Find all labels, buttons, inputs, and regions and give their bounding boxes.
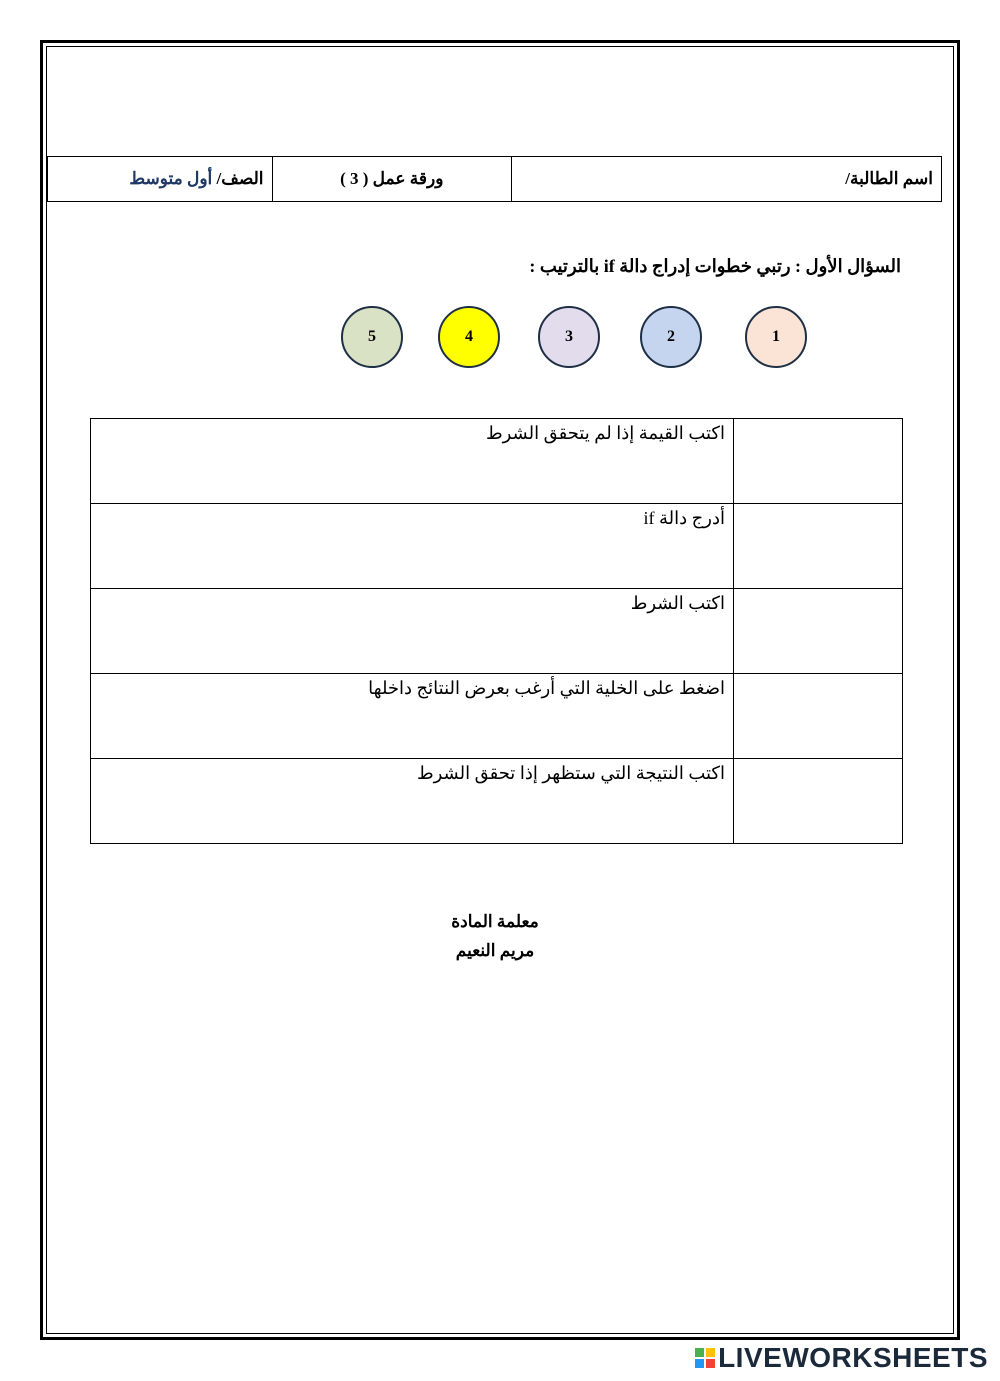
logo-square — [706, 1359, 715, 1368]
teacher-title: معلمة المادة — [451, 912, 539, 931]
question-text: السؤال الأول : رتبي خطوات إدراج دالة if بالترتيب : — [529, 256, 901, 276]
worksheet-title: ورقة عمل ( 3 ) — [272, 157, 512, 202]
student-name-label: اسم الطالبة/ — [845, 169, 933, 188]
header-table — [47, 156, 942, 202]
class-label: الصف/ — [216, 169, 264, 188]
step-text: أدرج دالة if — [91, 504, 734, 589]
order-circle-3[interactable]: 3 — [538, 306, 600, 368]
steps-table — [90, 418, 903, 844]
step-text: اكتب القيمة إذا لم يتحقق الشرط — [91, 419, 734, 504]
teacher-name: مريم النعيم — [455, 941, 535, 960]
step-row — [91, 589, 903, 674]
order-circle-4[interactable]: 4 — [438, 306, 500, 368]
order-circle-5[interactable]: 5 — [341, 306, 403, 368]
class-cell — [48, 157, 273, 202]
step-answer-cell[interactable] — [734, 419, 903, 504]
step-answer-cell[interactable] — [734, 674, 903, 759]
liveworksheets-logo-icon — [695, 1348, 715, 1368]
student-name-field[interactable] — [512, 157, 942, 202]
step-text: اكتب الشرط — [91, 589, 734, 674]
logo-square — [695, 1348, 704, 1357]
step-row — [91, 419, 903, 504]
step-text: اضغط على الخلية التي أرغب بعرض النتائج داخلها — [91, 674, 734, 759]
step-answer-cell[interactable] — [734, 589, 903, 674]
class-value: أول متوسط — [129, 169, 213, 188]
order-circle-1[interactable]: 1 — [745, 306, 807, 368]
logo-square — [706, 1348, 715, 1357]
watermark-text: LIVEWORKSHEETS — [718, 1342, 988, 1373]
logo-square — [695, 1359, 704, 1368]
order-circle-2[interactable]: 2 — [640, 306, 702, 368]
step-answer-cell[interactable] — [734, 759, 903, 844]
step-answer-cell[interactable] — [734, 504, 903, 589]
step-row — [91, 759, 903, 844]
step-row — [91, 674, 903, 759]
step-text: اكتب النتيجة التي ستظهر إذا تحقق الشرط — [91, 759, 734, 844]
step-row — [91, 504, 903, 589]
liveworksheets-watermark — [695, 1342, 988, 1374]
